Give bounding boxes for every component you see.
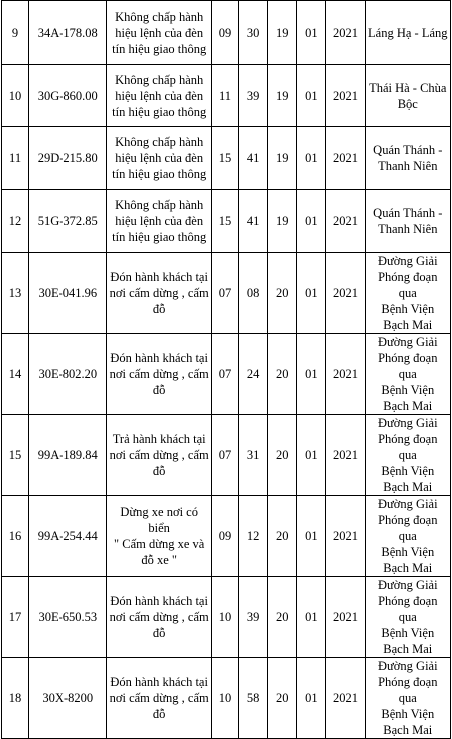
violation-month: 01 xyxy=(305,25,318,40)
table-row xyxy=(2,127,451,190)
violation-location: Quán Thánh - Thanh Niên xyxy=(373,143,443,173)
row-number-cell xyxy=(2,496,29,577)
violation-minute: 39 xyxy=(246,88,260,103)
violation-year-cell xyxy=(326,658,365,739)
violation-month: 01 xyxy=(305,691,318,705)
violation-description: Không chấp hành hiệu lệnh của đèn tín hiệu giao thông xyxy=(112,198,207,244)
violation-hour: 15 xyxy=(218,214,232,228)
violation-minute-cell xyxy=(239,577,268,658)
license-plate: 34A-178.08 xyxy=(37,25,98,40)
violation-location: Đường Giải Phóng đoạn qua Bệnh Viện Bạch Mai xyxy=(378,578,438,656)
violation-hour-cell xyxy=(211,127,238,190)
violation-day-cell xyxy=(268,253,297,334)
violation-description: Không chấp hành hiệu lệnh của đèn tín hiệu giao thông xyxy=(112,9,207,56)
violation-day: 20 xyxy=(275,286,289,300)
violation-description-cell xyxy=(107,190,211,253)
violation-description-cell xyxy=(107,496,211,577)
violation-month: 01 xyxy=(305,367,318,381)
violation-description: Không chấp hành hiệu lệnh của đèn tín hiệu giao thông xyxy=(112,135,207,181)
license-plate: 30X-8200 xyxy=(42,691,94,705)
violation-day: 20 xyxy=(275,610,289,624)
violation-year: 2021 xyxy=(332,367,358,381)
row-number-cell xyxy=(2,65,29,127)
violation-month-cell xyxy=(297,1,326,65)
violation-month-cell xyxy=(297,415,326,496)
violation-minute: 30 xyxy=(246,25,260,40)
violation-day: 20 xyxy=(275,367,289,381)
violation-location: Đường Giải Phóng đoạn qua Bệnh Viện Bạch Mai xyxy=(378,254,438,332)
row-number-cell xyxy=(2,1,29,65)
violation-day-cell xyxy=(268,190,297,253)
violation-day-cell xyxy=(268,496,297,577)
violation-month: 01 xyxy=(305,214,318,228)
violation-year: 2021 xyxy=(332,214,358,228)
row-number: 18 xyxy=(8,691,22,705)
violation-location: Láng Hạ - Láng xyxy=(368,25,448,40)
violation-day: 19 xyxy=(275,88,289,103)
violation-year: 2021 xyxy=(332,691,358,705)
violation-location-cell xyxy=(365,658,450,739)
row-number-cell xyxy=(2,415,29,496)
violation-description: Đón hành khách tại nơi cấm dừng , cấm đỗ xyxy=(109,594,209,640)
violation-month-cell xyxy=(297,496,326,577)
violation-description-cell xyxy=(107,65,211,127)
violation-month-cell xyxy=(297,658,326,739)
violation-day: 20 xyxy=(275,529,289,543)
license-plate: 99A-189.84 xyxy=(37,448,98,462)
violation-year-cell xyxy=(326,65,365,127)
violation-minute-cell xyxy=(239,253,268,334)
violation-minute: 31 xyxy=(246,448,260,462)
violation-day-cell xyxy=(268,415,297,496)
violation-year-cell xyxy=(326,1,365,65)
license-plate: 30E-802.20 xyxy=(38,367,98,381)
violation-month-cell xyxy=(297,334,326,415)
violation-month-cell xyxy=(297,577,326,658)
license-plate-cell xyxy=(29,1,107,65)
violation-minute-cell xyxy=(239,415,268,496)
violation-year-cell xyxy=(326,253,365,334)
row-number: 9 xyxy=(11,25,19,40)
violation-day-cell xyxy=(268,1,297,65)
violation-minute: 58 xyxy=(246,691,260,705)
violation-minute: 41 xyxy=(246,151,260,165)
violation-month-cell xyxy=(297,65,326,127)
violation-description: Không chấp hành hiệu lệnh của đèn tín hiệu giao thông xyxy=(112,72,207,119)
violation-hour: 10 xyxy=(218,691,232,705)
violation-year: 2021 xyxy=(332,448,358,462)
violation-minute: 41 xyxy=(246,214,260,228)
violation-minute-cell xyxy=(239,190,268,253)
license-plate-cell xyxy=(29,496,107,577)
violation-hour: 09 xyxy=(218,25,232,40)
violation-hour-cell xyxy=(211,496,238,577)
violation-location-cell xyxy=(365,65,450,127)
row-number: 17 xyxy=(8,610,22,624)
violation-month: 01 xyxy=(305,448,318,462)
violation-description: Dừng xe nơi có biển " Cấm dừng xe và đỗ xe " xyxy=(114,505,205,567)
violation-month-cell xyxy=(297,253,326,334)
violation-location-cell xyxy=(365,253,450,334)
violation-minute-cell xyxy=(239,334,268,415)
table-row xyxy=(2,253,451,334)
table-row xyxy=(2,415,451,496)
violation-year: 2021 xyxy=(332,25,358,40)
violation-description: Đón hành khách tại nơi cấm dừng , cấm đỗ xyxy=(109,270,209,316)
table-row xyxy=(2,496,451,577)
violation-description: Trả hành khách tại nơi cấm dừng , cấm đỗ xyxy=(109,432,209,478)
row-number: 16 xyxy=(8,529,22,543)
violation-location: Quán Thánh - Thanh Niên xyxy=(373,206,443,236)
row-number: 13 xyxy=(8,286,22,300)
license-plate-cell xyxy=(29,253,107,334)
violation-location-cell xyxy=(365,415,450,496)
violation-month: 01 xyxy=(305,88,318,103)
violation-day-cell xyxy=(268,127,297,190)
violation-description-cell xyxy=(107,334,211,415)
violation-hour-cell xyxy=(211,415,238,496)
violation-day-cell xyxy=(268,658,297,739)
license-plate-cell xyxy=(29,334,107,415)
violation-year: 2021 xyxy=(332,529,358,543)
violation-minute: 39 xyxy=(246,610,260,624)
violation-month: 01 xyxy=(305,529,318,543)
violation-location-cell xyxy=(365,577,450,658)
violation-year: 2021 xyxy=(332,286,358,300)
violation-minute: 24 xyxy=(246,367,260,381)
violation-hour-cell xyxy=(211,334,238,415)
violation-hour: 07 xyxy=(218,286,232,300)
violation-location: Đường Giải Phóng đoạn qua Bệnh Viện Bạch Mai xyxy=(378,335,438,413)
violation-year-cell xyxy=(326,190,365,253)
row-number-cell xyxy=(2,190,29,253)
row-number: 15 xyxy=(8,448,22,462)
row-number: 12 xyxy=(8,214,22,228)
license-plate: 29D-215.80 xyxy=(37,151,98,165)
license-plate-cell xyxy=(29,127,107,190)
violation-hour-cell xyxy=(211,190,238,253)
violation-day-cell xyxy=(268,334,297,415)
license-plate: 30E-041.96 xyxy=(38,286,98,300)
violation-location-cell xyxy=(365,496,450,577)
violation-day-cell xyxy=(268,65,297,127)
row-number-cell xyxy=(2,658,29,739)
violation-description-cell xyxy=(107,415,211,496)
violation-description: Đón hành khách tại nơi cấm dừng , cấm đỗ xyxy=(109,351,209,397)
license-plate-cell xyxy=(29,415,107,496)
violation-year-cell xyxy=(326,127,365,190)
violation-day: 20 xyxy=(275,691,289,705)
violation-location-cell xyxy=(365,1,450,65)
violation-description-cell xyxy=(107,1,211,65)
violation-day: 19 xyxy=(275,214,289,228)
violation-hour-cell xyxy=(211,1,238,65)
violation-year: 2021 xyxy=(332,610,358,624)
license-plate-cell xyxy=(29,190,107,253)
table-row xyxy=(2,65,451,127)
violation-location-cell xyxy=(365,190,450,253)
violation-year: 2021 xyxy=(332,88,358,103)
violation-month: 01 xyxy=(305,151,318,165)
license-plate: 30E-650.53 xyxy=(38,610,98,624)
violation-year-cell xyxy=(326,334,365,415)
table-row xyxy=(2,658,451,739)
license-plate-cell xyxy=(29,65,107,127)
violation-hour-cell xyxy=(211,658,238,739)
violation-day: 20 xyxy=(275,448,289,462)
violation-location: Đường Giải Phóng đoạn qua Bệnh Viện Bạch Mai xyxy=(378,659,438,737)
violation-location: Đường Giải Phóng đoạn qua Bệnh Viện Bạch Mai xyxy=(378,497,438,575)
violation-hour: 15 xyxy=(218,151,232,165)
violation-hour: 10 xyxy=(218,610,232,624)
violation-hour: 07 xyxy=(218,367,232,381)
violation-hour: 11 xyxy=(218,88,231,103)
row-number: 10 xyxy=(8,88,22,103)
violation-hour: 09 xyxy=(218,529,232,543)
violation-day-cell xyxy=(268,577,297,658)
license-plate: 99A-254.44 xyxy=(37,529,98,543)
violation-year: 2021 xyxy=(332,151,358,165)
violation-minute-cell xyxy=(239,127,268,190)
violation-minute-cell xyxy=(239,1,268,65)
violation-month-cell xyxy=(297,127,326,190)
row-number-cell xyxy=(2,577,29,658)
table-row xyxy=(2,334,451,415)
violation-minute-cell xyxy=(239,496,268,577)
violation-location-cell xyxy=(365,334,450,415)
violation-minute: 12 xyxy=(246,529,260,543)
violation-month: 01 xyxy=(305,286,318,300)
violation-minute-cell xyxy=(239,65,268,127)
violation-month-cell xyxy=(297,190,326,253)
violation-year-cell xyxy=(326,415,365,496)
violation-year-cell xyxy=(326,496,365,577)
violation-location-cell xyxy=(365,127,450,190)
violation-year-cell xyxy=(326,577,365,658)
violation-minute: 08 xyxy=(246,286,260,300)
violation-description: Đón hành khách tại nơi cấm dừng , cấm đỗ xyxy=(109,675,209,721)
violation-description-cell xyxy=(107,577,211,658)
table-row xyxy=(2,1,451,65)
violation-description-cell xyxy=(107,127,211,190)
violation-day: 19 xyxy=(275,151,289,165)
license-plate: 51G-372.85 xyxy=(37,214,98,228)
license-plate-cell xyxy=(29,577,107,658)
violations-table-body xyxy=(2,1,451,739)
violation-location: Đường Giải Phóng đoạn qua Bệnh Viện Bạch Mai xyxy=(378,416,438,494)
row-number: 14 xyxy=(8,367,22,381)
license-plate-cell xyxy=(29,658,107,739)
violation-day: 19 xyxy=(275,25,289,40)
row-number-cell xyxy=(2,127,29,190)
table-row xyxy=(2,190,451,253)
license-plate: 30G-860.00 xyxy=(37,88,98,103)
violation-month: 01 xyxy=(305,610,318,624)
table-row xyxy=(2,577,451,658)
violation-hour: 07 xyxy=(218,448,232,462)
violation-hour-cell xyxy=(211,577,238,658)
violation-hour-cell xyxy=(211,253,238,334)
violation-hour-cell xyxy=(211,65,238,127)
violation-description-cell xyxy=(107,253,211,334)
row-number-cell xyxy=(2,253,29,334)
row-number: 11 xyxy=(9,151,22,165)
violation-location: Thái Hà - Chùa Bộc xyxy=(369,80,447,111)
violation-minute-cell xyxy=(239,658,268,739)
row-number-cell xyxy=(2,334,29,415)
violation-description-cell xyxy=(107,658,211,739)
violations-table xyxy=(1,0,451,739)
